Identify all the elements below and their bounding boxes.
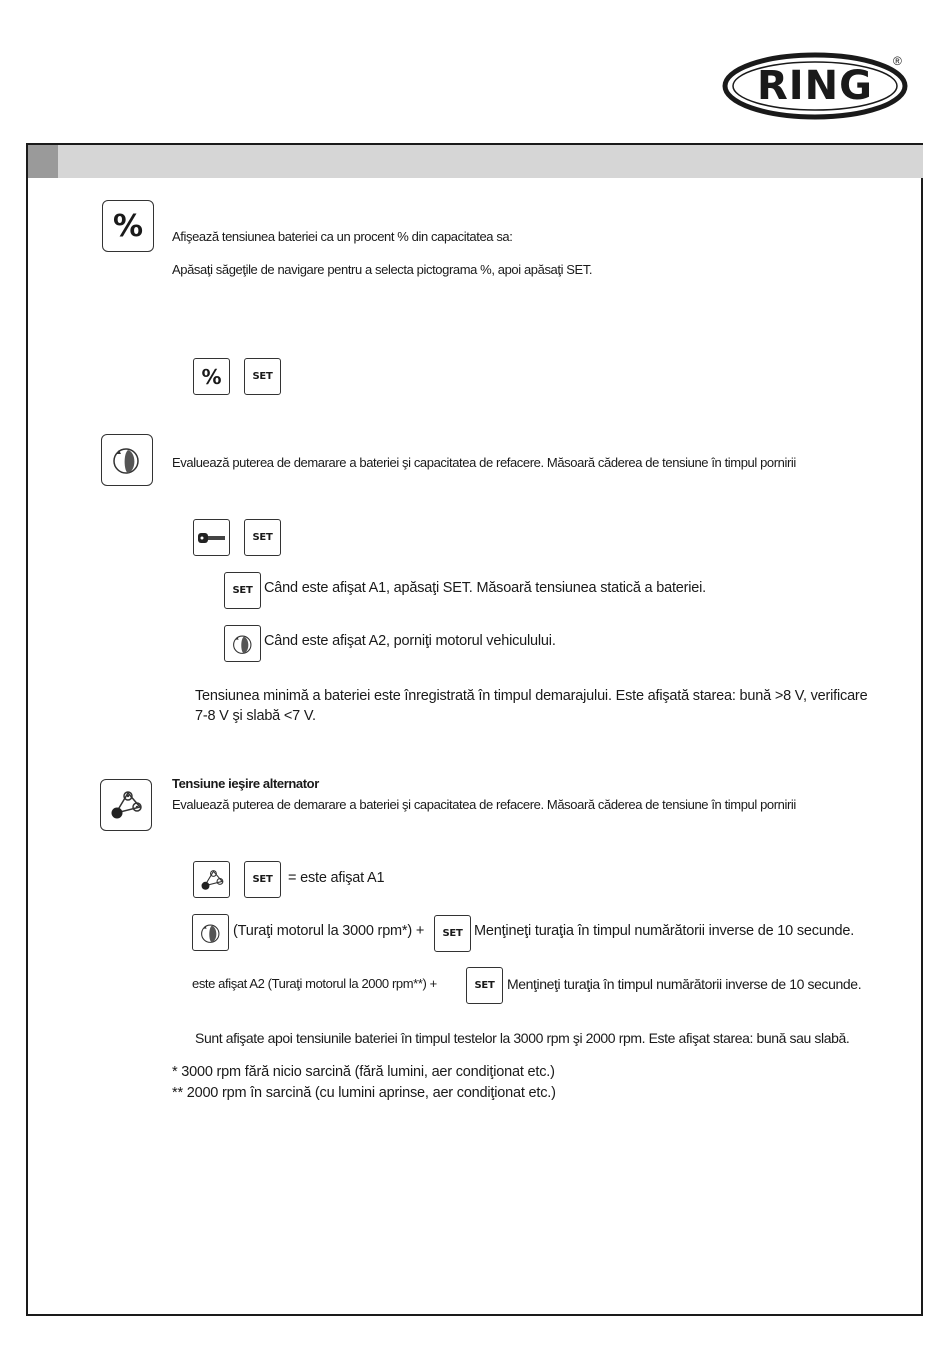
rev-3000-text: (Turaţi motorul la 3000 rpm*) + — [233, 923, 425, 939]
hold-rpm-text-2: Menţineţi turaţia în timpul numărătorii inverse de 10 secunde. — [507, 976, 862, 992]
alternator-title: Tensiune ieşire alternator — [172, 776, 319, 791]
ignition-crank-svg — [198, 920, 224, 946]
ignition-crank-icon — [224, 625, 261, 662]
set-key-icon — [244, 519, 281, 556]
logo-text: RING — [757, 63, 873, 109]
hold-rpm-text: Menţineţi turaţia în timpul numărătorii inverse de 10 secunde. — [474, 923, 855, 939]
percent-description: Afişează tensiunea bateriei ca un procent % din capacitatea sa: — [172, 229, 513, 244]
cranking-result-line2: 7-8 V şi slabă <7 V. — [195, 708, 316, 724]
set-key-icon — [466, 967, 503, 1004]
set-key-label: SET — [232, 585, 253, 596]
set-key-icon — [224, 572, 261, 609]
alternator-belt-svg — [108, 787, 144, 823]
ignition-crank-icon — [101, 434, 153, 486]
percent-key-glyph: % — [201, 364, 222, 389]
alternator-belt-svg — [199, 867, 225, 893]
ignition-crank-icon — [192, 914, 229, 951]
set-key-label: SET — [252, 532, 273, 543]
set-key-icon — [244, 358, 281, 395]
alternator-result: Sunt afişate apoi tensiunile bateriei în timpul testelor la 3000 rpm şi 2000 rpm. Este afişat starea: bună sau slabă. — [195, 1030, 850, 1046]
set-key-icon — [244, 861, 281, 898]
percent-instruction: Apăsaţi săgeţile de navigare pentru a selecta pictograma %, apoi apăsaţi SET. — [172, 262, 593, 277]
cranking-result-line1: Tensiunea minimă a bateriei este înregistrată în timpul demarajului. Este afişată starea: bună >8 V, verificare — [195, 688, 868, 704]
section-header-bar — [28, 145, 923, 178]
set-key-label: SET — [252, 874, 273, 885]
battery-key-svg — [197, 530, 227, 546]
battery-key-icon — [193, 519, 230, 556]
registered-mark: ® — [893, 54, 902, 68]
ignition-crank-svg — [109, 442, 145, 478]
alternator-belt-icon — [100, 779, 152, 831]
step-a2-text: Când este afişat A2, porniţi motorul vehiculului. — [264, 633, 556, 649]
set-key-label: SET — [442, 928, 463, 939]
set-key-label: SET — [474, 980, 495, 991]
alternator-description: Evaluează puterea de demarare a bateriei şi capacitatea de refacere. Măsoară căderea de tensiune în timpul pornirii — [172, 797, 796, 812]
cranking-description: Evaluează puterea de demarare a bateriei şi capacitatea de refacere. Măsoară căderea de tensiune în timpul pornirii — [172, 455, 796, 470]
a1-shown-text: = este afişat A1 — [288, 870, 385, 886]
alternator-belt-icon — [193, 861, 230, 898]
percent-key-icon — [193, 358, 230, 395]
page-frame — [26, 143, 923, 1316]
footnote-2000: ** 2000 rpm în sarcină (cu lumini aprinse, aer condiţionat etc.) — [172, 1085, 556, 1101]
set-key-label: SET — [252, 371, 273, 382]
ignition-crank-svg — [230, 631, 256, 657]
percent-glyph: % — [112, 208, 144, 244]
step-a1-text: Când este afişat A1, apăsaţi SET. Măsoară tensiunea statică a bateriei. — [264, 580, 707, 596]
set-key-icon — [434, 915, 471, 952]
a2-rev-2000-text: este afişat A2 (Turaţi motorul la 2000 rpm**) + — [192, 976, 437, 991]
percent-icon — [102, 200, 154, 252]
ring-logo — [722, 52, 908, 120]
section-header-tab — [28, 145, 58, 178]
footnote-3000: * 3000 rpm fără nicio sarcină (fără lumini, aer condiţionat etc.) — [172, 1064, 555, 1080]
